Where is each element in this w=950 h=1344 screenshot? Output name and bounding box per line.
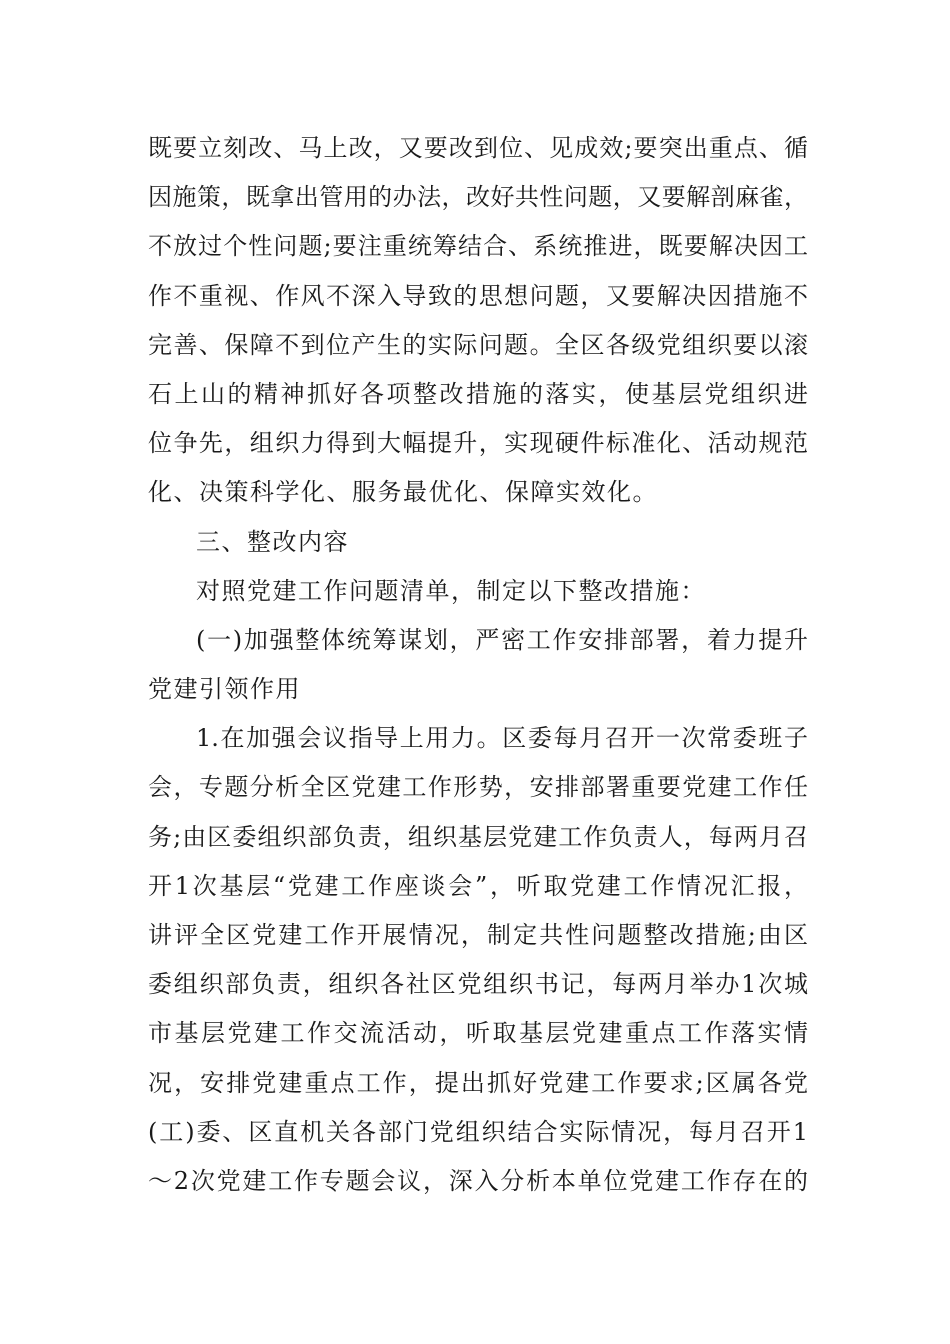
text-line: 务;由区委组织部负责，组织基层党建工作负责人，每两月召	[148, 822, 808, 851]
text-line: 作不重视、作风不深入导致的思想问题，又要解决因措施不	[148, 281, 808, 310]
text-line: 对照党建工作问题清单，制定以下整改措施：	[196, 576, 706, 605]
text-line: 既要立刻改、马上改，又要改到位、见成效;要突出重点、循	[148, 134, 808, 162]
text-line: 不放过个性问题;要注重统筹结合、系统推进，既要解决因工	[148, 232, 808, 261]
subsection-heading-cont: 党建引领作用	[148, 675, 301, 704]
text-line: 开1次基层“党建工作座谈会”，听取党建工作情况汇报，	[148, 871, 808, 900]
subsection-heading: (一)加强整体统筹谋划，严密工作安排部署，着力提升	[196, 625, 808, 654]
text-line: 因施策，既拿出管用的办法，改好共性问题，又要解剖麻雀，	[148, 183, 808, 212]
text-line: (工)委、区直机关各部门党组织结合实际情况，每月召开1	[148, 1117, 808, 1146]
text-line: 会，专题分析全区党建工作形势，安排部署重要党建工作任	[148, 773, 808, 802]
text-line: 市基层党建工作交流活动，听取基层党建重点工作落实情	[148, 1019, 808, 1048]
text-line: 委组织部负责，组织各社区党组织书记，每两月举办1次城	[148, 970, 808, 999]
text-line: 完善、保障不到位产生的实际问题。全区各级党组织要以滚	[148, 330, 808, 359]
text-line: 况，安排党建重点工作，提出抓好党建工作要求;区属各党	[148, 1068, 808, 1097]
text-line: 1.在加强会议指导上用力。区委每月召开一次常委班子	[196, 724, 808, 753]
text-line: 位争先，组织力得到大幅提升，实现硬件标准化、活动规范	[148, 429, 808, 458]
text-line: 化、决策科学化、服务最优化、保障实效化。	[148, 478, 658, 507]
text-line: 石上山的精神抓好各项整改措施的落实，使基层党组织进	[148, 379, 808, 408]
document-body	[148, 124, 808, 1206]
text-line: 讲评全区党建工作开展情况，制定共性问题整改措施;由区	[148, 921, 808, 949]
section-heading: 三、整改内容	[196, 527, 349, 556]
text-line: ～2次党建工作专题会议，深入分析本单位党建工作存在的	[148, 1166, 808, 1195]
